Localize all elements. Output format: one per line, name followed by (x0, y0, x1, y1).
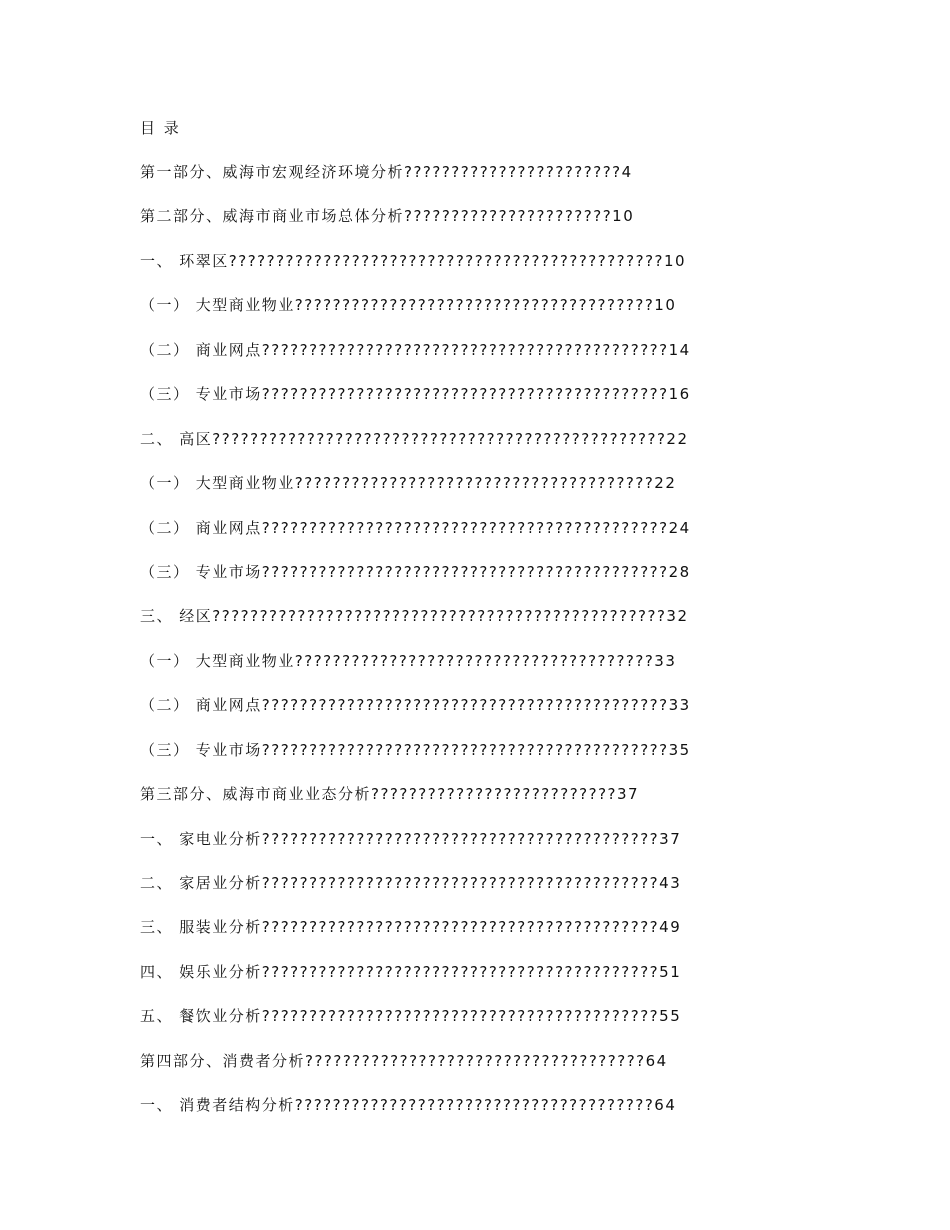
toc-entry-text: （二） 商业网点???????????????????????????????????????????24 (140, 518, 691, 537)
toc-entry-text: （二） 商业网点???????????????????????????????????????????14 (140, 340, 691, 359)
toc-entry-text: 二、 高区????????????????????????????????????????????????22 (140, 429, 689, 448)
toc-entry-text: （一） 大型商业物业??????????????????????????????????????10 (140, 296, 677, 315)
toc-entry (140, 425, 840, 469)
toc-entry (140, 1047, 840, 1091)
toc-entry-text: （一） 大型商业物业??????????????????????????????????????22 (140, 474, 677, 493)
toc-entry (140, 247, 840, 291)
table-of-contents (140, 114, 840, 1136)
toc-entry (140, 514, 840, 558)
toc-entry (140, 380, 840, 424)
toc-entry (140, 647, 840, 691)
toc-entry-text: （三） 专业市场???????????????????????????????????????????35 (140, 740, 691, 759)
toc-title: 目 录 (140, 119, 181, 137)
toc-entry-text: 第二部分、威海市商业市场总体分析??????????????????????10 (140, 207, 635, 226)
toc-entry-text: 第三部分、威海市商业业态分析??????????????????????????37 (140, 785, 640, 804)
toc-entry-text: 一、 消费者结构分析??????????????????????????????????????64 (140, 1096, 677, 1115)
toc-list (140, 158, 840, 1136)
toc-entry (140, 336, 840, 380)
toc-entry-text: 一、 家电业分析??????????????????????????????????????????37 (140, 829, 682, 848)
toc-entry (140, 825, 840, 869)
toc-entry (140, 558, 840, 602)
toc-entry-text: 三、 服装业分析??????????????????????????????????????????49 (140, 918, 682, 937)
toc-entry-text: （三） 专业市场???????????????????????????????????????????28 (140, 562, 691, 581)
toc-entry-text: 第一部分、威海市宏观经济环境分析???????????????????????4 (140, 163, 633, 181)
toc-entry-text: 三、 经区????????????????????????????????????????????????32 (140, 607, 689, 626)
toc-entry (140, 736, 840, 780)
toc-entry-text: （一） 大型商业物业??????????????????????????????????????33 (140, 651, 677, 670)
toc-entry (140, 780, 840, 824)
toc-entry (140, 913, 840, 957)
toc-entry (140, 469, 840, 513)
toc-entry-text: （二） 商业网点???????????????????????????????????????????33 (140, 696, 691, 715)
toc-entry (140, 158, 840, 202)
toc-entry (140, 958, 840, 1002)
toc-entry (140, 691, 840, 735)
toc-entry (140, 202, 840, 246)
toc-entry-text: 四、 娱乐业分析??????????????????????????????????????????51 (140, 962, 682, 981)
toc-entry-text: 第四部分、消费者分析????????????????????????????????????64 (140, 1051, 668, 1070)
toc-entry (140, 1002, 840, 1046)
toc-entry-text: 一、 环翠区??????????????????????????????????????????????10 (140, 251, 687, 270)
toc-entry (140, 869, 840, 913)
toc-entry-text: （三） 专业市场???????????????????????????????????????????16 (140, 385, 691, 404)
toc-entry-text: 二、 家居业分析??????????????????????????????????????????43 (140, 874, 682, 892)
toc-entry (140, 1091, 840, 1135)
toc-entry-text: 五、 餐饮业分析??????????????????????????????????????????55 (140, 1007, 682, 1026)
toc-entry (140, 291, 840, 335)
toc-entry (140, 602, 840, 646)
